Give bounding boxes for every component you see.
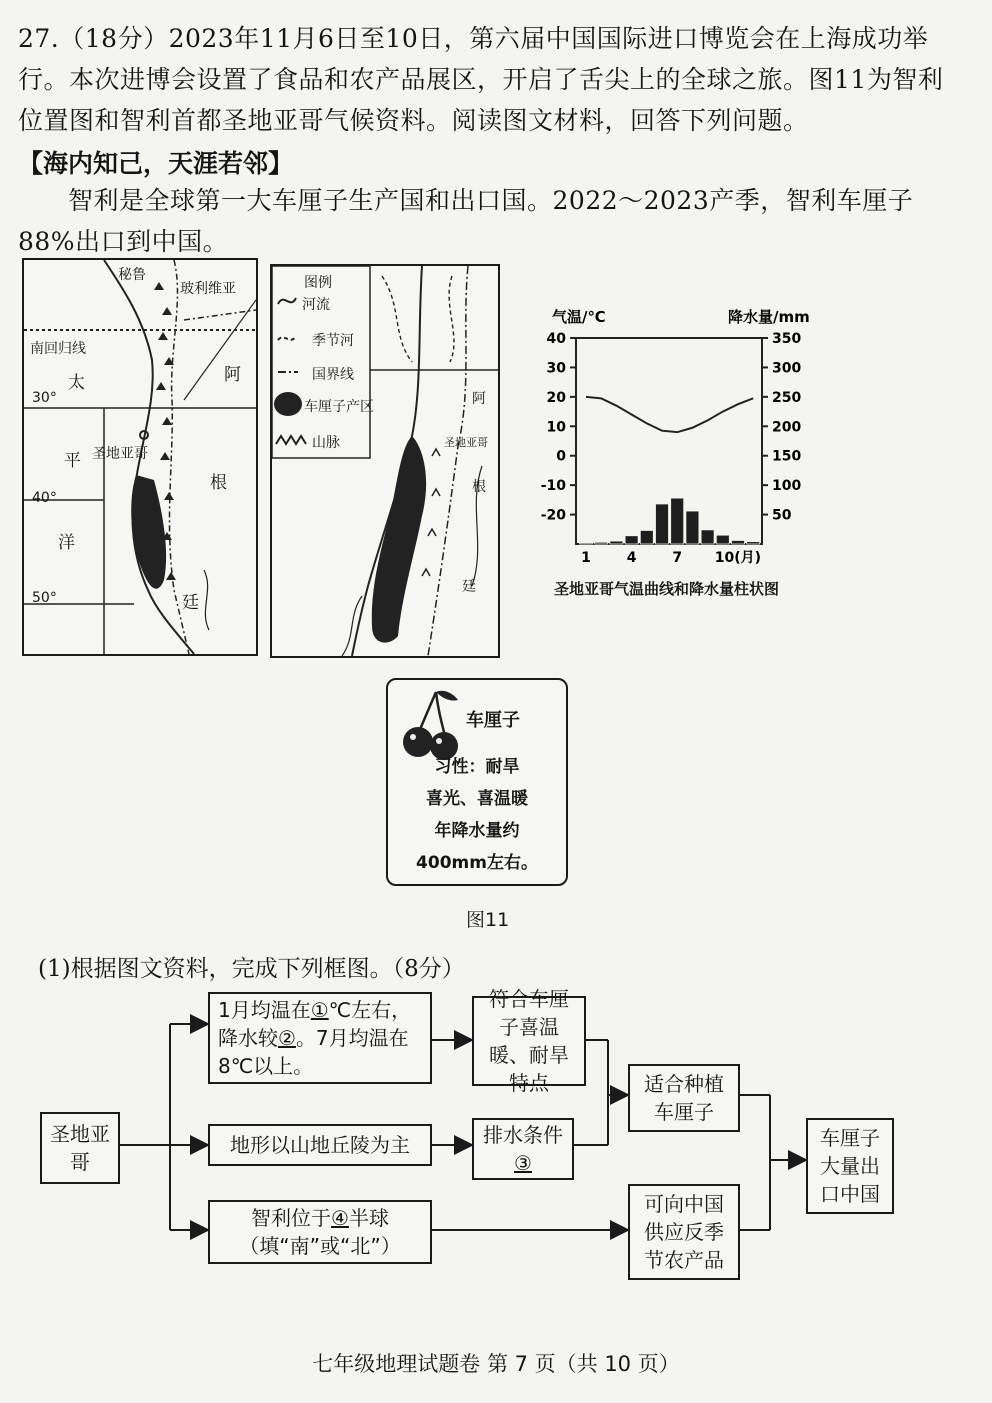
flow-terrain <box>208 1124 432 1166</box>
question-intro: 27.（18分）2023年11月6日至10日，第六届中国国际进口博览会在上海成功举行。本次进博会设置了食品和农产品展区，开启了舌尖上的全球之旅。图11为智利位置图和智利首都圣地亚哥气候资料。阅读图文材料，回答下列问题。 <box>18 24 944 135</box>
flow-export-text: 车厘子大量出口中国 <box>820 1126 880 1206</box>
precip-bar <box>716 535 729 544</box>
legend-mountain: 山脉 <box>312 435 340 451</box>
flow-drainage-part-a: 排水条件 <box>483 1123 563 1147</box>
figure-label: 图11 <box>466 909 510 931</box>
flow-drainage <box>472 1118 574 1180</box>
section-heading: 【海内知己，天涯若邻】 <box>18 149 294 178</box>
flow-santiago-text: 圣地亚哥 <box>50 1122 110 1174</box>
label-tropic: 南回归线 <box>30 341 86 357</box>
left-tick-label: 40 <box>546 331 566 347</box>
precip-bar <box>686 511 699 544</box>
x-tick-label: 7 <box>672 550 683 566</box>
precip-bar <box>580 543 593 544</box>
page-footer: 七年级地理试题卷 第 7 页（共 10 页） <box>312 1352 680 1376</box>
precip-bar <box>732 540 745 544</box>
blank-1: ① <box>310 998 329 1022</box>
right-tick-label: 300 <box>772 360 802 377</box>
legend-border: 国界线 <box>312 367 354 383</box>
flow-hemisphere-part-a: 智利位于 <box>251 1206 332 1230</box>
climate-chart <box>516 300 816 600</box>
label-santiago: 圣地亚哥 <box>92 446 148 462</box>
label-lat50: 50° <box>32 590 57 606</box>
left-tick-label: -10 <box>540 478 566 495</box>
flow-fit-cherry-text: 符合车厘子喜温暖、耐旱特点 <box>489 987 569 1095</box>
flow-counter-season-text: 可向中国供应反季节农产品 <box>644 1192 724 1272</box>
label-lat40: 40° <box>32 490 57 506</box>
chart-caption: 圣地亚哥气温曲线和降水量柱状图 <box>554 580 780 598</box>
precip-bar <box>671 498 684 544</box>
flow-hemisphere-part-b: 半球（填“南”或“北”） <box>239 1206 401 1258</box>
precip-bar <box>595 542 608 544</box>
flow-hemisphere-text <box>218 1204 422 1260</box>
flow-drainage-text <box>482 1121 564 1177</box>
legend-title: 图例 <box>304 275 332 291</box>
left-tick-label: 0 <box>556 448 566 465</box>
right-tick-label: 50 <box>772 507 792 524</box>
chile-location-map <box>22 258 258 656</box>
flow-export <box>806 1118 894 1214</box>
chart-left-axis-title: 气温/℃ <box>552 308 606 326</box>
question-1-prompt: (1)根据图文资料，完成下列框图。（8分） <box>38 956 465 982</box>
map2-label-santiago: 圣地亚哥 <box>444 436 488 449</box>
flow-climate-part-c: 。7月均温在8℃以上。 <box>218 1026 409 1078</box>
right-tick-label: 150 <box>772 448 802 465</box>
flow-suitable-text: 适合种植车厘子 <box>644 1072 724 1124</box>
right-tick-label: 200 <box>772 419 802 436</box>
flow-suitable <box>628 1064 740 1132</box>
right-tick-label: 350 <box>772 331 802 347</box>
flow-climate-text <box>218 996 422 1080</box>
legend-seasonal-river: 季节河 <box>312 333 354 349</box>
x-tick-label: 10(月) <box>714 550 762 566</box>
region-map-drawing <box>272 266 498 656</box>
blank-4: ④ <box>331 1206 349 1230</box>
precip-bar <box>701 530 714 544</box>
flow-climate <box>208 992 432 1084</box>
blank-2: ② <box>278 1026 296 1050</box>
cherry-region-map <box>270 264 500 658</box>
temperature-line <box>586 397 753 432</box>
label-bolivia: 玻利维亚 <box>180 281 236 297</box>
left-tick-label: -20 <box>540 507 566 524</box>
label-a: 阿 <box>224 365 241 385</box>
right-tick-label: 250 <box>772 389 802 406</box>
left-tick-label: 10 <box>546 419 566 436</box>
map2-label-ting: 廷 <box>462 579 476 595</box>
precip-bar <box>656 504 669 544</box>
precip-bar <box>747 542 760 544</box>
cherry-card-line-3: 年降水量约 <box>434 821 520 841</box>
label-yang: 洋 <box>58 533 75 553</box>
flow-terrain-text: 地形以山地丘陵为主 <box>230 1133 410 1157</box>
legend-river: 河流 <box>302 297 330 313</box>
legend-cherry-area: 车厘子产区 <box>304 399 374 415</box>
left-tick-label: 20 <box>546 389 566 406</box>
flow-climate-part-b: ℃左右，降水较 <box>218 998 412 1050</box>
precip-bar <box>610 541 623 544</box>
cherry-card-title: 车厘子 <box>466 710 520 731</box>
x-tick-label: 4 <box>626 550 637 566</box>
cherry-card-line-4: 400mm左右。 <box>416 853 538 873</box>
precip-bar <box>640 530 653 544</box>
chart-right-axis-title: 降水量/mm <box>728 308 810 326</box>
map2-label-gen: 根 <box>472 479 486 495</box>
label-ping: 平 <box>64 451 81 471</box>
question-background: 智利是全球第一大车厘子生产国和出口国。2022～2023产季，智利车厘子88%出口到中国。 <box>18 186 914 256</box>
right-tick-label: 100 <box>772 478 802 495</box>
flow-hemisphere <box>208 1200 432 1264</box>
label-lat30: 30° <box>32 390 57 406</box>
left-tick-label: 30 <box>546 360 566 377</box>
cherry-card-line-2: 喜光、喜温暖 <box>426 789 528 809</box>
label-gen: 根 <box>210 473 227 493</box>
flow-counter-season <box>628 1184 740 1280</box>
x-tick-label: 1 <box>581 550 591 566</box>
map2-label-a: 阿 <box>472 391 486 407</box>
chart-plot-frame <box>576 338 762 544</box>
cherry-card-line-1: 习性：耐旱 <box>434 757 520 777</box>
label-ting: 廷 <box>182 593 199 613</box>
label-tai: 太 <box>68 373 85 393</box>
blank-3: ③ <box>514 1151 532 1175</box>
label-peru: 秘鲁 <box>118 267 146 283</box>
cherry-info-card <box>386 678 568 886</box>
flow-fit-cherry <box>472 987 586 1095</box>
flow-santiago <box>40 1112 120 1184</box>
precip-bar <box>625 536 638 544</box>
flow-climate-part-a: 1月均温在 <box>218 998 311 1022</box>
